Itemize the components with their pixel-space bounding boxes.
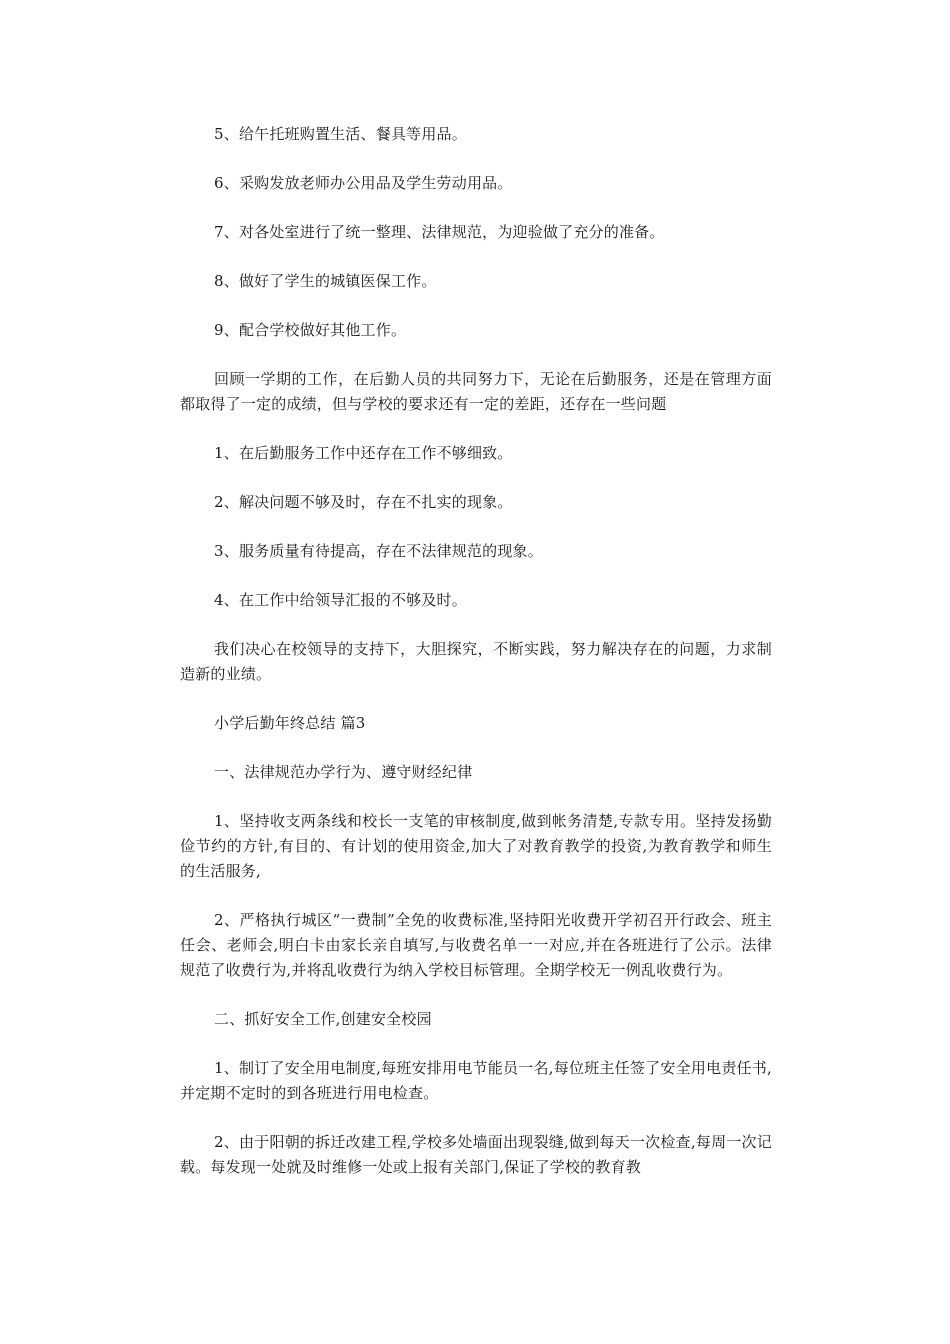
paragraph: 5、给午托班购置生活、餐具等用品。 [214, 125, 467, 143]
section-title: 小学后勤年终总结 篇3 [214, 714, 366, 732]
paragraph: 4、在工作中给领导汇报的不够及时。 [214, 591, 467, 609]
paragraph: 2、解决问题不够及时，存在不扎实的现象。 [214, 493, 513, 511]
document-body [180, 122, 772, 1204]
section-heading: 一、法律规范办学行为、遵守财经纪律 [214, 763, 473, 781]
paragraph: 2、严格执行城区“一费制”全免的收费标准,坚持阳光收费开学初召开行政会、班主任会、老师会,明白卡由家长亲自填写,与收费名单一一对应,并在各班进行了公示。法律规范了收费行为,并将乱收费行为纳入学校目标管理。全期学校无一例乱收费行为。 [180, 911, 772, 979]
paragraph: 我们决心在校领导的支持下，大胆探究，不断实践，努力解决存在的问题，力求制造新的业绩。 [180, 640, 772, 683]
paragraph: 3、服务质量有待提高，存在不法律规范的现象。 [214, 542, 543, 560]
paragraph: 1、在后勤服务工作中还存在工作不够细致。 [214, 444, 513, 462]
paragraph: 7、对各处室进行了统一整理、法律规范，为迎验做了充分的准备。 [214, 223, 665, 241]
paragraph: 9、配合学校做好其他工作。 [214, 321, 407, 339]
paragraph: 6、采购发放老师办公用品及学生劳动用品。 [214, 174, 513, 192]
paragraph: 回顾一学期的工作，在后勤人员的共同努力下，无论在后勤服务，还是在管理方面都取得了一定的成绩，但与学校的要求还有一定的差距，还存在一些问题 [180, 370, 772, 413]
paragraph: 8、做好了学生的城镇医保工作。 [214, 272, 437, 290]
paragraph: 1、制订了安全用电制度,每班安排用电节能员一名,每位班主任签了安全用电责任书,并定期不定时的到各班进行用电检查。 [180, 1059, 772, 1102]
paragraph: 2、由于阳朝的拆迁改建工程,学校多处墙面出现裂缝,做到每天一次检查,每周一次记载。每发现一处就及时维修一处或上报有关部门,保证了学校的教育教 [180, 1133, 772, 1176]
section-heading: 二、抓好安全工作,创建安全校园 [214, 1010, 432, 1028]
paragraph: 1、坚持收支两条线和校长一支笔的审核制度,做到帐务清楚,专款专用。坚持发扬勤俭节约的方针,有目的、有计划的使用资金,加大了对教育教学的投资,为教育教学和师生的生活服务, [180, 812, 772, 880]
